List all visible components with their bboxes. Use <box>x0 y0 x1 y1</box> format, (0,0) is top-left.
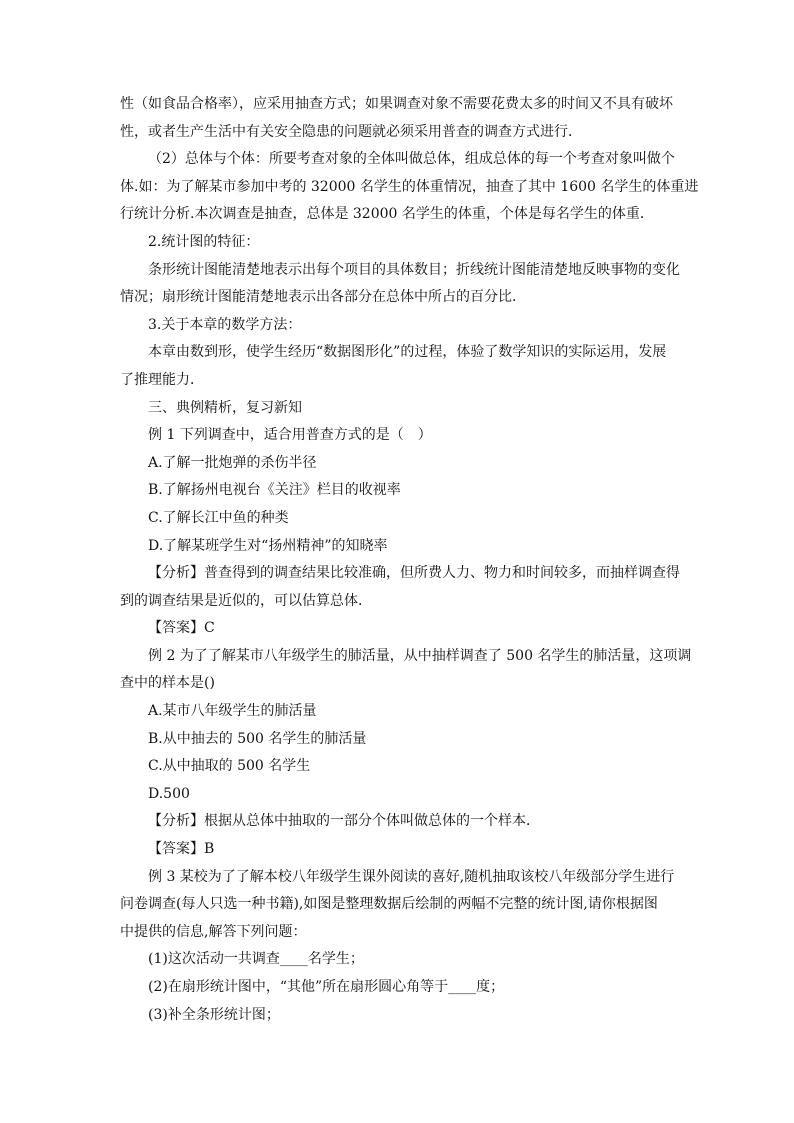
text-line: A.某市八年级学生的肺活量 <box>148 703 317 720</box>
text-line: (1)这次活动一共调查____名学生； <box>148 951 364 968</box>
text-line: 例 1 下列调查中，适合用普查方式的是（ ） <box>148 427 432 444</box>
text-line: 例 2 为了了解某市八年级学生的肺活量，从中抽样调查了 500 名学生的肺活量，这项调 <box>148 647 692 664</box>
text-line: (3)补全条形统计图； <box>148 1006 280 1023</box>
text-line: 查中的样本是() <box>120 675 215 692</box>
text-line: D.500 <box>148 785 190 802</box>
text-line: 体.如：为了解某市参加中考的 32000 名学生的体重情况，抽查了其中 1600 名学生的体重进 <box>120 178 699 195</box>
text-line: A.了解一批炮弹的杀伤半径 <box>148 454 317 471</box>
text-line: （2）总体与个体：所要考查对象的全体叫做总体，组成总体的每一个考查对象叫做个 <box>148 151 675 168</box>
text-line: 到的调查结果是近似的，可以估算总体． <box>120 592 372 609</box>
text-line: C.了解长江中鱼的种类 <box>148 509 289 526</box>
text-line: 【答案】C <box>148 620 215 637</box>
text-line: 行统计分析.本次调查是抽查，总体是 32000 名学生的体重，个体是每名学生的体重． <box>120 206 654 223</box>
text-line: 了推理能力． <box>120 371 204 388</box>
text-line: 中提供的信息,解答下列问题： <box>120 923 307 940</box>
text-line: 【分析】普查得到的调查结果比较准确，但所费人力、物力和时间较多，而抽样调查得 <box>148 565 680 582</box>
text-line: (2)在扇形统计图中，“其他”所在扇形圆心角等于____度； <box>148 979 505 995</box>
text-line: 例 3 某校为了了解本校八年级学生课外阅读的喜好,随机抽取该校八年级部分学生进行 <box>148 868 675 885</box>
text-line: 性（如食品合格率），应采用抽查方式；如果调查对象不需要花费太多的时间又不具有破坏 <box>120 96 673 112</box>
text-line: 【答案】B <box>148 841 215 858</box>
text-line: B.了解扬州电视台《关注》栏目的收视率 <box>148 482 401 499</box>
text-line: 【分析】根据从总体中抽取的一部分个体叫做总体的一个样本． <box>148 813 540 830</box>
document-page <box>120 91 699 1029</box>
text-line: D.了解某班学生对“扬州精神”的知晓率 <box>148 537 388 554</box>
text-line: 条形统计图能清楚地表示出每个项目的具体数目；折线统计图能清楚地反映事物的变化 <box>148 261 680 278</box>
text-line: 本章由数到形，使学生经历“数据图形化”的过程，体验了数学知识的实际运用，发展 <box>148 344 667 361</box>
text-line: 3.关于本章的数学方法： <box>148 316 302 333</box>
text-line: B.从中抽去的 500 名学生的肺活量 <box>148 730 367 747</box>
text-line: C.从中抽取的 500 名学生 <box>148 758 311 775</box>
text-line: 问卷调查(每人只选一种书籍),如图是整理数据后绘制的两幅不完整的统计图,请你根据图 <box>120 896 658 913</box>
text-line: 三、典例精析，复习新知 <box>148 399 302 416</box>
text-line: 性，或者生产生活中有关安全隐患的问题就必须采用普查的调查方式进行． <box>120 123 582 140</box>
text-line: 情况；扇形统计图能清楚地表示出各部分在总体中所占的百分比． <box>120 289 526 306</box>
text-line: 2.统计图的特征： <box>148 233 260 250</box>
